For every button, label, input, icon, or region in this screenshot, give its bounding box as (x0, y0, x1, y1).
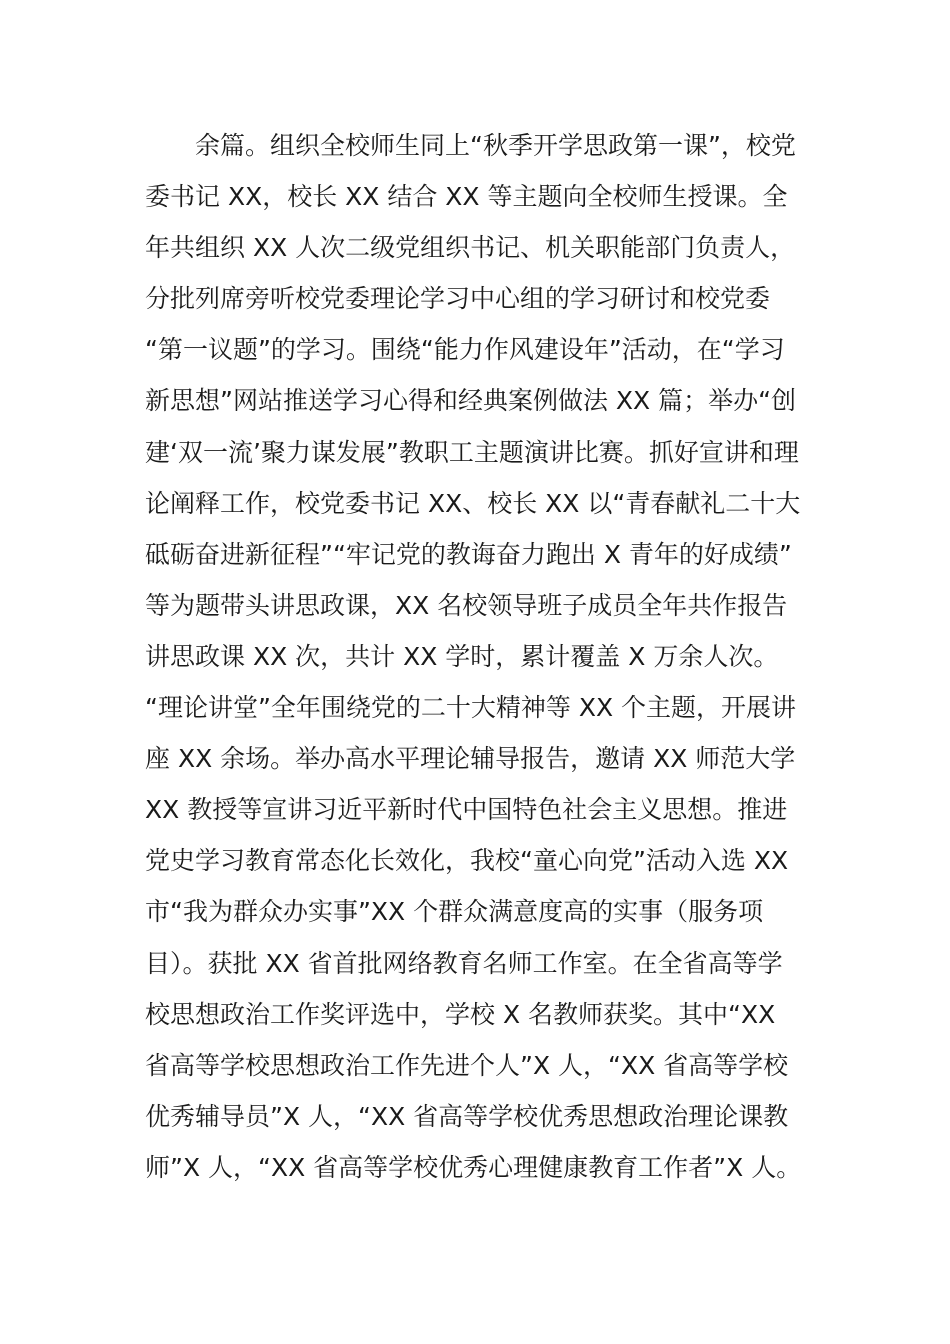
text-line: 省高等学校思想政治工作先进个人”X 人，“XX 省高等学校 (145, 1050, 789, 1080)
text-line: 分批列席旁听校党委理论学习中心组的学习研讨和校党委 (145, 284, 771, 314)
text-line: “理论讲堂”全年围绕党的二十大精神等 XX 个主题，开展讲 (145, 693, 797, 723)
text-line: 讲思政课 XX 次，共计 XX 学时，累计覆盖 X 万余人次。 (145, 641, 779, 671)
text-line: 年共组织 XX 人次二级党组织书记、机关职能部门负责人， (145, 233, 796, 263)
text-line: 座 XX 余场。举办高水平理论辅导报告，邀请 XX 师范大学 (145, 744, 796, 774)
text-line: 目）。获批 XX 省首批网络教育名师工作室。在全省高等学 (145, 948, 783, 978)
text-line: 建‘双一流’聚力谋发展”教职工主题演讲比赛。抓好宣讲和理 (145, 437, 799, 467)
text-line: XX 教授等宣讲习近平新时代中国特色社会主义思想。推进 (145, 795, 788, 825)
text-line: 党史学习教育常态化长效化，我校“童心向党”活动入选 XX (145, 846, 789, 876)
text-line: 砥砺奋进新征程”“牢记党的教诲奋力跑出 X 青年的好成绩” (145, 539, 792, 569)
text-line: 新思想”网站推送学习心得和经典案例做法 XX 篇；举办“创 (145, 386, 797, 416)
text-line: 优秀辅导员”X 人，“XX 省高等学校优秀思想政治理论课教 (145, 1101, 789, 1131)
text-line: 校思想政治工作奖评选中，学校 X 名教师获奖。其中“XX (145, 999, 776, 1029)
text-line: 委书记 XX，校长 XX 结合 XX 等主题向全校师生授课。全 (145, 182, 788, 212)
text-line: 师”X 人，“XX 省高等学校优秀心理健康教育工作者”X 人。 (145, 1152, 802, 1182)
body-paragraph (145, 120, 825, 1193)
text-line: 余篇。组织全校师生同上“秋季开学思政第一课”，校党 (195, 131, 796, 160)
text-line: 市“我为群众办实事”XX 个群众满意度高的实事（服务项 (145, 897, 764, 927)
text-line: “第一议题”的学习。围绕“能力作风建设年”活动，在“学习 (145, 335, 785, 365)
text-line: 论阐释工作，校党委书记 XX、校长 XX 以“青春献礼二十大 (145, 488, 801, 518)
text-line: 等为题带头讲思政课，XX 名校领导班子成员全年共作报告 (145, 590, 788, 620)
